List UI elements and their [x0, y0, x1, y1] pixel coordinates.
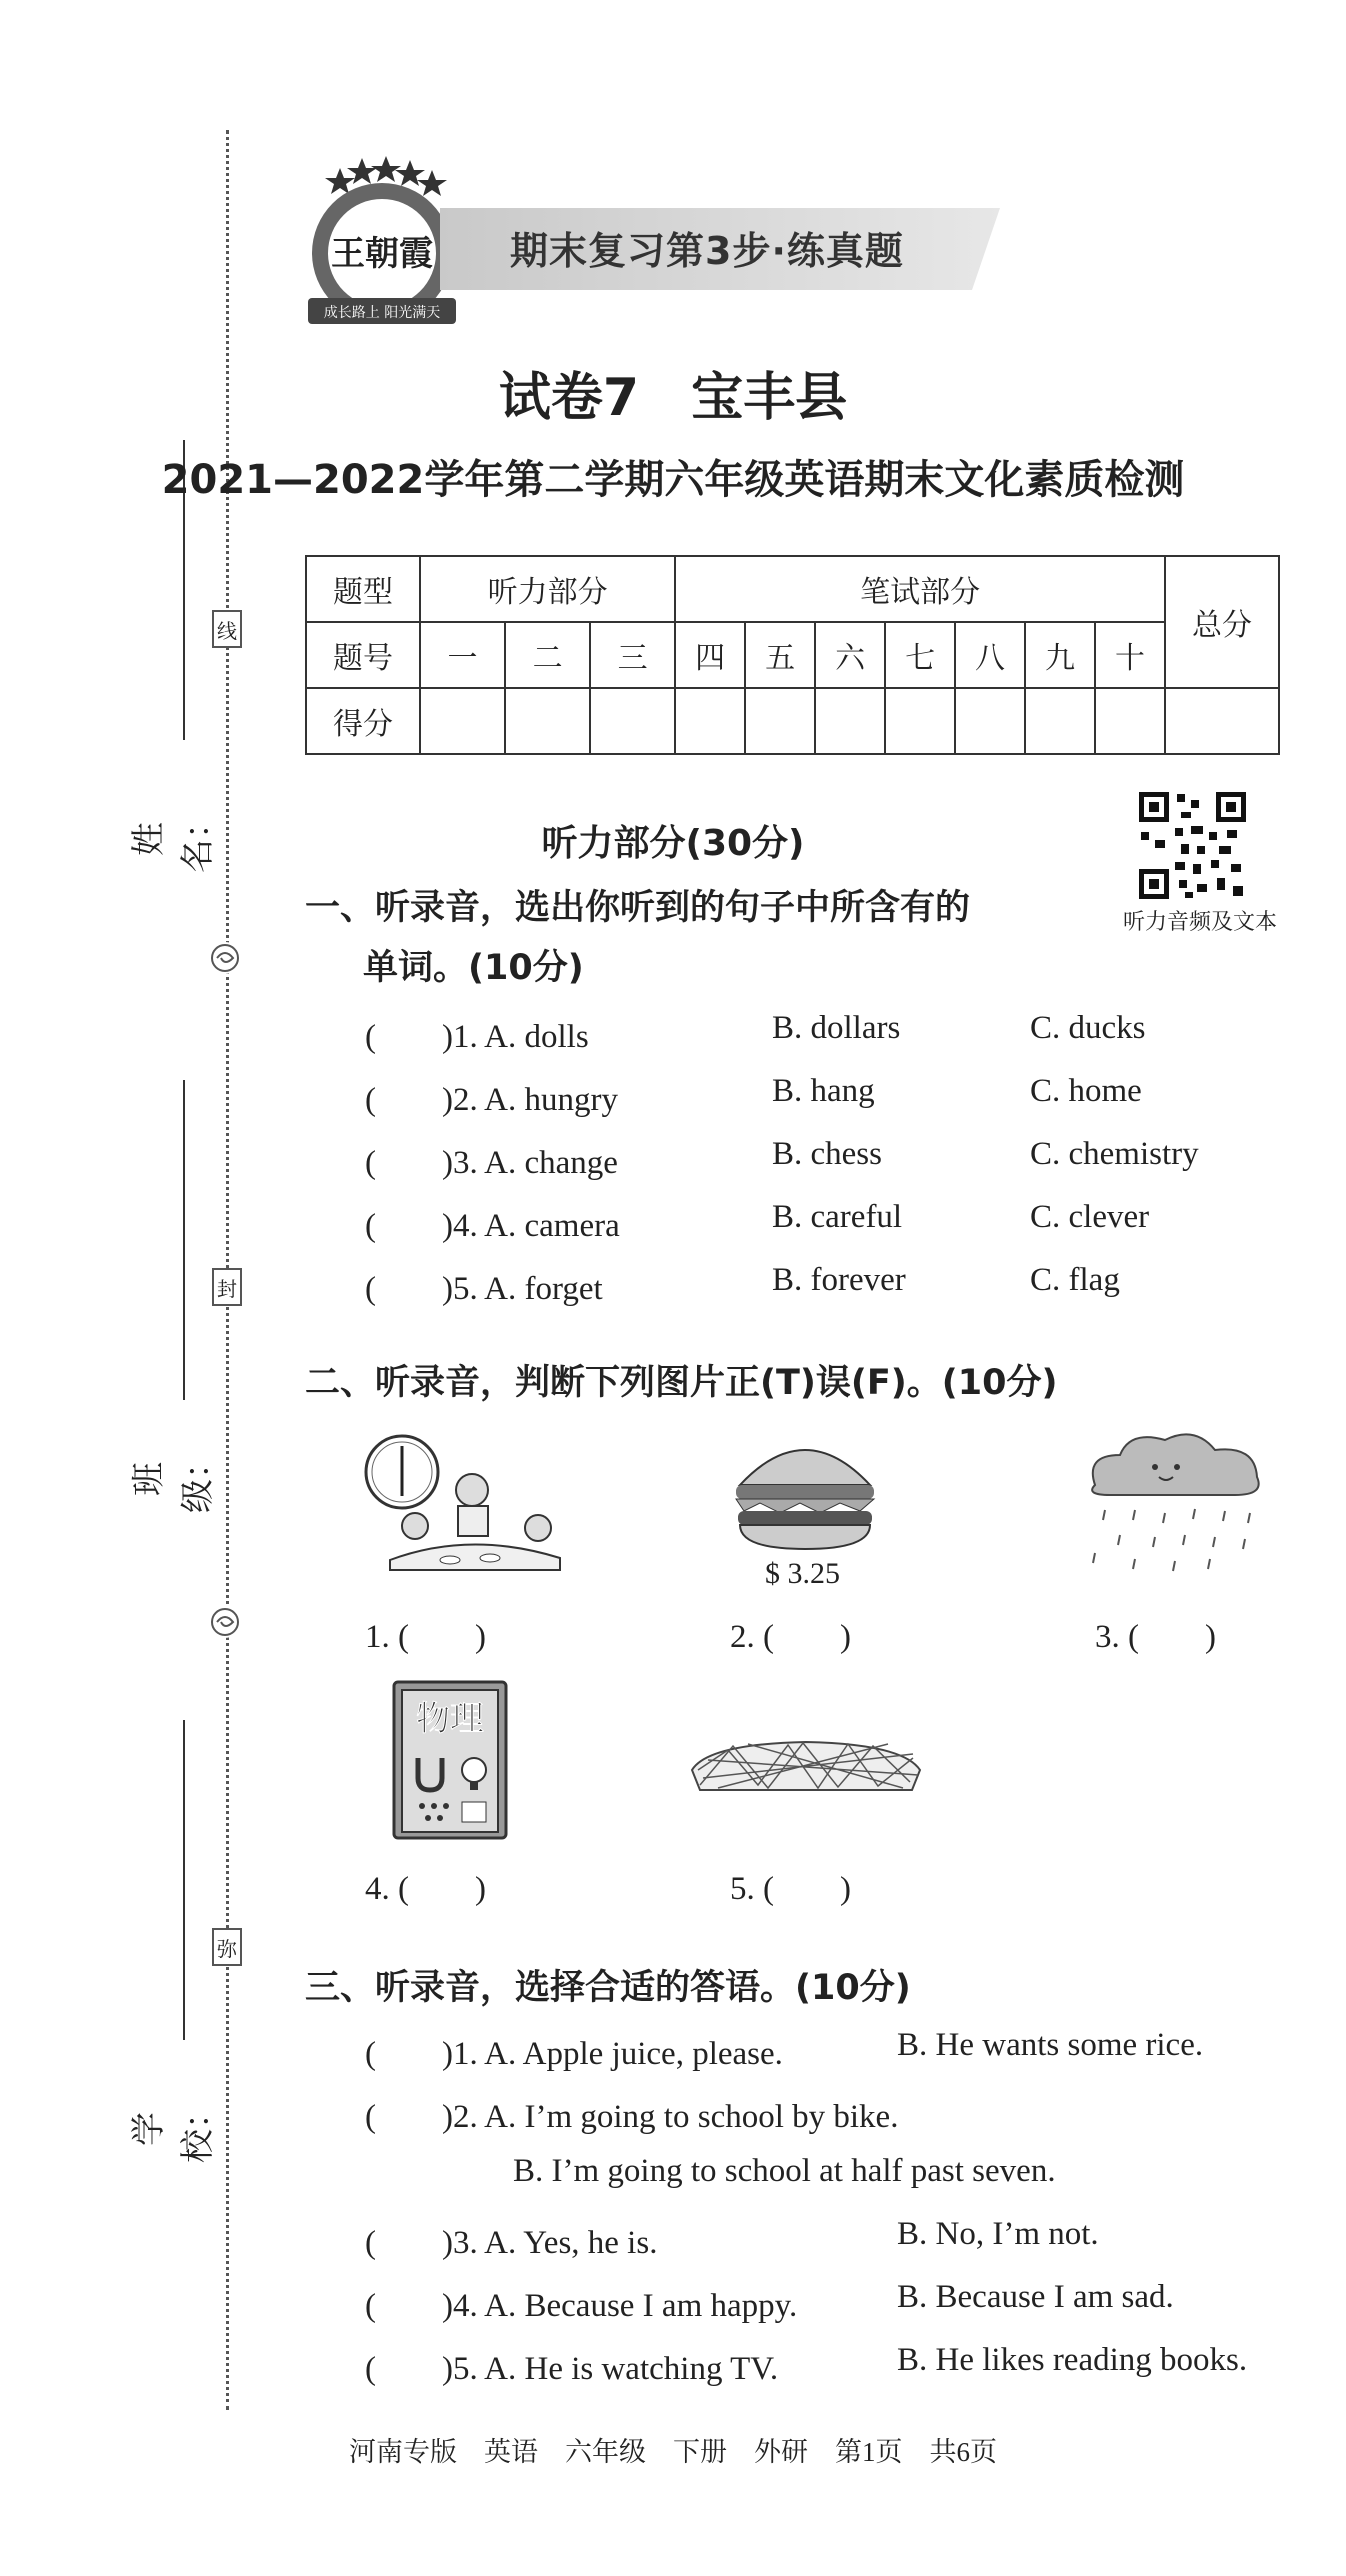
part1-q4-b: B. careful — [772, 1199, 903, 1235]
stadium-picture — [688, 1730, 923, 1805]
cell-number: 十 — [1095, 622, 1165, 688]
score-table — [305, 555, 1280, 755]
hamburger-picture — [730, 1425, 880, 1555]
cell-number: 八 — [955, 622, 1025, 688]
score-cell[interactable] — [675, 688, 745, 754]
cell-number: 四 — [675, 622, 745, 688]
cell-total: 总分 — [1165, 556, 1279, 688]
score-cell[interactable] — [1095, 688, 1165, 754]
cell-number: 九 — [1025, 622, 1095, 688]
class-line — [183, 1080, 185, 1400]
part3-q3-a: ( )3. A. Yes, he is. — [365, 2225, 658, 2261]
part1-q3-c: C. chemistry — [1030, 1136, 1199, 1172]
part3-q1-b: B. He wants some rice. — [897, 2027, 1204, 2063]
part1-q1-b: B. dollars — [772, 1010, 901, 1046]
swirl-ornament-icon — [209, 942, 241, 974]
part1-q5-a: ( )5. A. forget — [365, 1271, 603, 1307]
physics-book-picture — [388, 1678, 513, 1843]
part1-title: 一、听录音，选出你听到的句子中所含有的 — [305, 888, 971, 928]
svg-text:王朝霞: 王朝霞 — [331, 234, 433, 274]
cell-number-label: 题号 — [306, 622, 420, 688]
cell-score-label: 得分 — [306, 688, 420, 754]
cell-type-label: 题型 — [306, 556, 420, 622]
banner-text: 期末复习第3步·练真题 — [510, 229, 904, 273]
score-cell[interactable] — [1025, 688, 1095, 754]
cell-number: 一 — [420, 622, 505, 688]
part3-q2-b: B. I’m going to school at half past seven. — [513, 2153, 1056, 2189]
paper-subtitle: 2021—2022学年第二学期六年级英语期末文化素质检测 — [161, 457, 1185, 503]
svg-text:成长路上 阳光满天: 成长路上 阳光满天 — [323, 305, 441, 321]
qr-caption: 听力音频及文本 — [1122, 910, 1277, 935]
score-cell[interactable] — [420, 688, 505, 754]
cell-number: 六 — [815, 622, 885, 688]
part3-title: 三、听录音，选择合适的答语。(10分) — [305, 1968, 911, 2008]
seal-char-seal: 封 — [212, 1268, 242, 1306]
part1-q2-a: ( )2. A. hungry — [365, 1082, 618, 1118]
family-dinner-picture — [360, 1430, 585, 1580]
part1-q1-a: ( )1. A. dolls — [365, 1019, 589, 1055]
rain-cloud-picture — [1075, 1425, 1270, 1575]
part1-q5-c: C. flag — [1030, 1262, 1120, 1298]
part1-q5-b: B. forever — [772, 1262, 906, 1298]
score-cell[interactable] — [815, 688, 885, 754]
cell-number: 三 — [590, 622, 675, 688]
part3-q3-b: B. No, I’m not. — [897, 2216, 1099, 2252]
name-label: 姓名： — [129, 805, 218, 873]
part1-q4-a: ( )4. A. camera — [365, 1208, 620, 1244]
part2-caption-3: 3. ( ) — [1095, 1619, 1216, 1655]
svg-text:物理: 物理 — [416, 1699, 484, 1739]
part3-q5-a: ( )5. A. He is watching TV. — [365, 2351, 779, 2387]
part3-q4-b: B. Because I am sad. — [897, 2279, 1174, 2315]
class-label: 班级： — [129, 1445, 218, 1513]
score-cell[interactable] — [955, 688, 1025, 754]
score-cell[interactable] — [1165, 688, 1279, 754]
cell-number: 五 — [745, 622, 815, 688]
paper-title: 试卷7 宝丰县 — [498, 368, 848, 428]
part3-q1-a: ( )1. A. Apple juice, please. — [365, 2036, 783, 2072]
swirl-ornament-icon — [209, 1606, 241, 1638]
school-line — [183, 1720, 185, 2040]
burger-price: $ 3.25 — [765, 1557, 840, 1590]
part1-q2-c: C. home — [1030, 1073, 1142, 1109]
part1-q3-b: B. chess — [772, 1136, 882, 1172]
part2-caption-2: 2. ( ) — [730, 1619, 851, 1655]
part2-title: 二、听录音，判断下列图片正(T)误(F)。(10分) — [305, 1363, 1058, 1403]
listening-section-title: 听力部分(30分) — [541, 823, 805, 864]
part1-q1-c: C. ducks — [1030, 1010, 1146, 1046]
score-cell[interactable] — [505, 688, 590, 754]
school-label: 学校： — [129, 2095, 218, 2163]
brand-logo — [300, 148, 460, 333]
seal-char-line: 线 — [212, 610, 242, 648]
part1-title-cont: 单词。(10分) — [363, 948, 584, 988]
part1-q3-a: ( )3. A. change — [365, 1145, 618, 1181]
score-cell[interactable] — [885, 688, 955, 754]
part3-q2-a: ( )2. A. I’m going to school by bike. — [365, 2099, 899, 2135]
part3-q4-a: ( )4. A. Because I am happy. — [365, 2288, 798, 2324]
seal-char-mi: 弥 — [212, 1928, 242, 1966]
cell-written: 笔试部分 — [675, 556, 1165, 622]
part1-q4-c: C. clever — [1030, 1199, 1150, 1235]
part1-q2-b: B. hang — [772, 1073, 875, 1109]
part2-caption-5: 5. ( ) — [730, 1871, 851, 1907]
part3-q5-b: B. He likes reading books. — [897, 2342, 1248, 2378]
cell-number: 二 — [505, 622, 590, 688]
cell-number: 七 — [885, 622, 955, 688]
score-cell[interactable] — [590, 688, 675, 754]
cell-listening: 听力部分 — [420, 556, 675, 622]
part2-caption-4: 4. ( ) — [365, 1871, 486, 1907]
part2-caption-1: 1. ( ) — [365, 1619, 486, 1655]
page-footer: 河南专版 英语 六年级 下册 外研 第1页 共6页 — [349, 2437, 997, 2467]
score-cell[interactable] — [745, 688, 815, 754]
